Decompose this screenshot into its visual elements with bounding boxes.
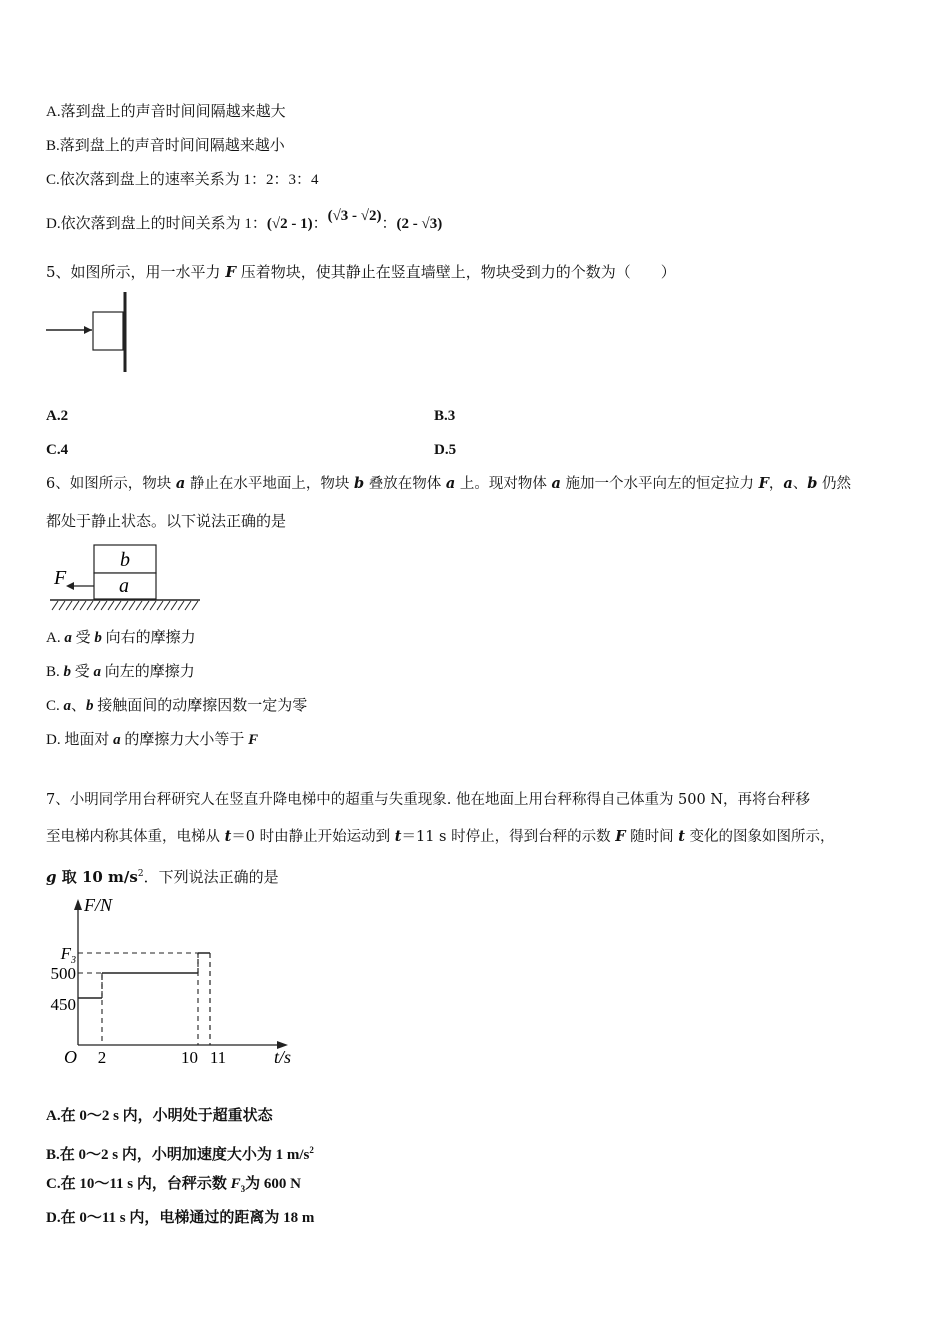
q6-opt-text: 受 — [71, 630, 95, 646]
q6-opt-var: a — [64, 630, 72, 646]
q7-stem-line1: 7、小明同学用台秤研究人在竖直升降电梯中的超重与失重现象. 他在地面上用台秤称得自己体重为 500 N，再将台秤移 — [46, 792, 811, 808]
q6-opt-var: b — [86, 698, 94, 714]
q7-text: 随时间 — [625, 829, 679, 845]
q4-option-c: C.依次落到盘上的速率关系为 1：2：3：4 — [46, 172, 319, 188]
q7-opt-text: 为 600 N — [245, 1176, 301, 1192]
q6-text: 施加一个水平向左的恒定拉力 — [560, 476, 759, 492]
q6-text: 6、如图所示，物块 — [46, 476, 176, 492]
q6-option-a — [46, 628, 196, 648]
q4-option-b: B.落到盘上的声音时间间隔越来越小 — [46, 138, 285, 154]
q7-stem-line2 — [46, 827, 835, 847]
q5-option-b: B.3 — [434, 408, 456, 424]
q5-option-c: C.4 — [46, 442, 69, 458]
chart-x-label: t/s — [274, 1047, 292, 1067]
chart-series — [78, 953, 210, 1045]
q7-superscript: 2 — [137, 869, 144, 879]
q6-opt-text: 向右的摩擦力 — [101, 630, 196, 646]
q7-text: ＝0 时由静止开始运动到 — [231, 829, 395, 845]
q4-option-d-sep1: ： — [312, 216, 328, 232]
q7-opt-text: C.在 10～11 s 内，台秤示数 — [46, 1176, 231, 1192]
q5-stem — [46, 262, 676, 282]
q5-stem-suffix: 压着物块，使其静止在竖直墙壁上，物块受到力的个数为（ ） — [235, 263, 676, 281]
chart-guides — [78, 953, 198, 1045]
q7-opt-superscript: 2 — [309, 1145, 314, 1155]
q7-opt-var: F — [230, 1176, 241, 1192]
q7-text: 至电梯内称其体重，电梯从 — [46, 829, 225, 845]
q6-opt-text: 受 — [71, 664, 94, 680]
q4-option-d-term1: (√2 - 1) — [266, 216, 313, 232]
q6-var: b — [807, 475, 818, 492]
q6-text: 、 — [792, 476, 808, 492]
q6-opt-text: 的摩擦力大小等于 — [120, 732, 249, 748]
q6-var: a — [551, 475, 561, 492]
q6-stem-line1 — [46, 474, 851, 494]
q6-opt-var: b — [63, 664, 72, 680]
q7-text: 取 10 m/s — [56, 868, 138, 886]
q7-stem-line3 — [46, 864, 279, 887]
q6-opt-text: 接触面间的动摩擦因数一定为零 — [93, 698, 308, 714]
chart-y-axis-arrow — [74, 899, 82, 910]
q7-var: t — [678, 828, 685, 845]
q7-var: t — [224, 828, 232, 845]
q7-text: ＝11 s 时停止，得到台秤的示数 — [401, 829, 616, 845]
q5-stem-prefix: 5、如图所示，用一水平力 — [46, 263, 226, 281]
q4-option-d-prefix: D.依次落到盘上的时间关系为 1： — [46, 216, 267, 232]
q7-text: ．下列说法正确的是 — [143, 868, 279, 886]
q6-opt-text: D. 地面对 — [46, 732, 114, 748]
q6-opt-var: a — [113, 732, 121, 748]
q7-opt-subscript: 3 — [240, 1184, 246, 1194]
q5-figure — [44, 290, 136, 374]
q6-opt-text: C. — [46, 698, 64, 714]
q4-option-d — [46, 208, 443, 234]
q6-opt-text: A. — [46, 630, 65, 646]
q7-var: g — [46, 868, 57, 886]
q7-text: 变化的图象如图所示， — [684, 829, 835, 845]
q6-var: b — [353, 475, 365, 492]
q6-var: a — [783, 475, 793, 492]
q6-var: F — [758, 475, 769, 492]
q6-var: a — [445, 475, 456, 492]
q6-stem-line2: 都处于静止状态。以下说法正确的是 — [46, 512, 287, 530]
chart-y-tick-label: 500 — [50, 964, 76, 983]
chart-x-tick-label: 2 — [97, 1048, 107, 1067]
q6-opt-var: a — [93, 664, 102, 680]
q6-text: 静止在水平地面上，物块 — [185, 476, 354, 492]
q6-opt-text: 向左的摩擦力 — [101, 664, 195, 680]
chart-x-tick-label: 10 — [181, 1048, 198, 1067]
q6-text: 上。现对物体 — [455, 476, 552, 492]
q6-opt-text: 、 — [71, 698, 87, 714]
q6-figure-label-f: F — [54, 567, 67, 589]
chart-y-tick-subscript: 3 — [71, 955, 76, 966]
q5-option-a: A.2 — [46, 408, 69, 424]
q6-figure — [46, 540, 206, 616]
q6-text: 叠放在物体 — [364, 476, 446, 492]
q6-text: ， — [768, 476, 784, 492]
q6-opt-var: a — [63, 698, 72, 714]
q6-figure-label-a: a — [119, 575, 129, 597]
chart-x-tick-label: 11 — [209, 1048, 227, 1067]
q6-opt-var: b — [94, 630, 102, 646]
q6-option-c — [46, 696, 307, 716]
q6-text: 仍然 — [817, 476, 852, 492]
q6-opt-text: B. — [46, 664, 64, 680]
chart-y-label: F/N — [84, 895, 113, 915]
q7-option-d: D.在 0～11 s 内，电梯通过的距离为 18 m — [46, 1210, 315, 1226]
q6-option-b — [46, 662, 195, 682]
chart-y-tick-label: $F_3$ — [60, 944, 76, 966]
q6-opt-var: F — [248, 732, 259, 748]
q4-option-d-sep2: ： — [381, 216, 397, 232]
q4-option-d-term3: (2 - √3) — [396, 216, 443, 232]
q4-option-a: A.落到盘上的声音时间间隔越来越大 — [46, 104, 286, 120]
q6-figure-label-b: b — [120, 549, 130, 571]
q6-var: a — [175, 475, 186, 492]
q6-option-d — [46, 730, 258, 750]
chart-origin-label: O — [64, 1047, 77, 1067]
q7-opt-text: B.在 0～2 s 内，小明加速度大小为 1 m/s — [46, 1147, 310, 1163]
q7-option-b — [46, 1140, 314, 1165]
q7-var: t — [394, 828, 402, 845]
q7-var: F — [615, 828, 626, 845]
q4-option-d-term2: (√3 - √2) — [327, 208, 382, 224]
chart-y-tick-label: 450 — [50, 995, 76, 1014]
q7-force-time-chart — [40, 893, 310, 1073]
q7-option-c — [46, 1174, 301, 1199]
q5-stem-force: F — [225, 263, 236, 281]
q7-option-a: A.在 0～2 s 内，小明处于超重状态 — [46, 1108, 273, 1124]
q5-option-d: D.5 — [434, 442, 457, 458]
